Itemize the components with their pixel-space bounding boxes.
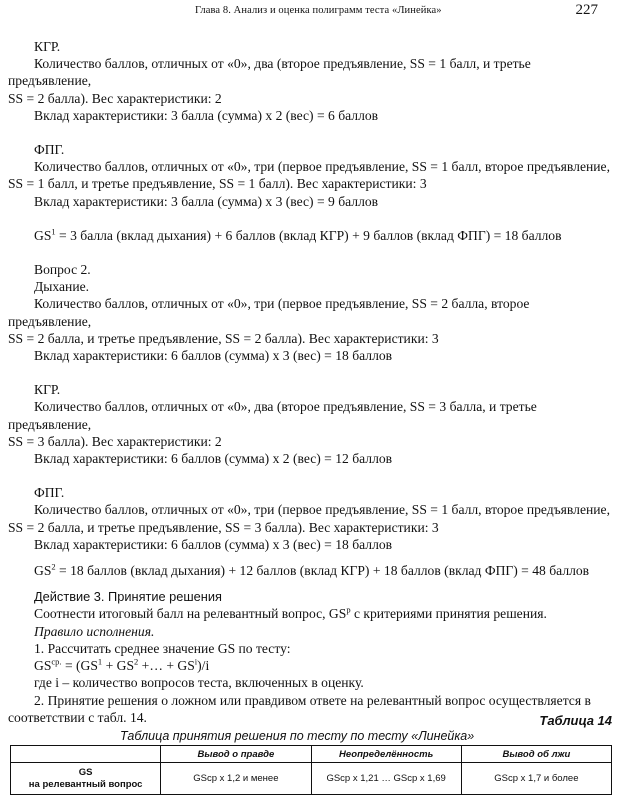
kgr1-contrib: Вклад характеристики: 3 балла (сумма) х 2 (вес) = 6 баллов <box>34 107 379 123</box>
rule-title: Правило исполнения. <box>34 623 155 639</box>
average-formula: $GS^{ср.} = (GS^1 + GS^2$ +… + $GS^i)/i$ <box>34 656 210 674</box>
row-label-line1: GS <box>78 766 93 778</box>
fpg2-line2: SS = 2 балла, и третье предъявление, SS = 3 балла). Вес характеристики: 3 <box>8 519 439 535</box>
fpg2-contrib: Вклад характеристики: 6 баллов (сумма) х 3 (вес) = 18 баллов <box>34 536 393 552</box>
gs2-formula: $GS^2 = 18$ баллов (вклад дыхания) + 12 баллов (вклад КГР) + 18 баллов (вклад ФПГ) = 48 баллов <box>34 561 590 579</box>
table-header-truth: Вывод о правде <box>161 746 311 763</box>
fpg1-line2: SS = 1 балл, и третье предъявление, SS = 1 балл). Вес характеристики: 3 <box>8 176 427 192</box>
kgr2-line1: Количество баллов, отличных от «0», два (второе предъявление, SS = 3 балла, и третье предъявление, <box>8 399 537 432</box>
breath-line1: Количество баллов, отличных от «0», три (первое предъявление, SS = 2 балла, второе предъявление, <box>8 296 530 329</box>
table-label: Таблица 14 <box>539 713 612 728</box>
decision-table <box>10 745 612 795</box>
breath-contrib: Вклад характеристики: 6 баллов (сумма) х 3 (вес) = 18 баллов <box>34 348 393 364</box>
kgr1-title: КГР. <box>34 39 61 54</box>
table-cell-truth: GSср х 1,2 и менее <box>161 763 311 795</box>
table-header-lie: Вывод об лжи <box>461 746 611 763</box>
kgr1-line2: SS = 2 балла). Вес характеристики: 2 <box>8 90 222 106</box>
gs1-formula: $GS^1 = 3$ балла (вклад дыхания) + 6 баллов (вклад КГР) + 9 баллов (вклад ФПГ) = 18 баллов <box>34 226 562 243</box>
row-label-line2: на релевантный вопрос <box>28 778 143 790</box>
fpg1-title: ФПГ. <box>34 142 65 158</box>
table-header-empty <box>11 746 161 763</box>
table-row <box>11 763 612 795</box>
breath-line2: SS = 2 балла, и третье предъявление, SS = 2 балла). Вес характеристики: 3 <box>8 330 439 346</box>
step2-line1: 2. Принятие решения о ложном или правдивом ответе на релевантный вопрос осуществляется в <box>34 692 591 708</box>
kgr1-line1: Количество баллов, отличных от «0», два (второе предъявление, SS = 1 балл, и третье предъявление, <box>8 56 531 89</box>
action3-line1: Соотнести итоговый балл на релевантный вопрос, $GS^р$ с критериями принятия решения. <box>34 604 547 622</box>
question2-title: Вопрос 2. <box>34 262 91 278</box>
step2-line2: соответствии с табл. 14. <box>8 709 147 725</box>
breath-title: Дыхание. <box>34 279 90 295</box>
fpg2-line1: Количество баллов, отличных от «0», три (первое предъявление, SS = 1 балл, второе предъявление, <box>34 502 610 518</box>
fpg1-line1: Количество баллов, отличных от «0», три (первое предъявление, SS = 1 балл, второе предъявление, <box>34 159 610 175</box>
table-cell-lie: GSср х 1,7 и более <box>461 763 611 795</box>
fpg1-contrib: Вклад характеристики: 3 балла (сумма) х 3 (вес) = 9 баллов <box>34 193 379 209</box>
table-cell-uncertain: GSср х 1,21 … GSср х 1,69 <box>311 763 461 795</box>
kgr2-line2: SS = 3 балла). Вес характеристики: 2 <box>8 433 222 449</box>
table-row-label <box>11 763 161 795</box>
page-number: 227 <box>575 2 598 18</box>
body-text <box>8 38 612 726</box>
action3-title: Действие 3. Принятие решения <box>34 589 222 605</box>
table-header-row <box>11 746 612 763</box>
fpg2-title: ФПГ. <box>34 485 65 501</box>
kgr2-contrib: Вклад характеристики: 6 баллов (сумма) х 2 (вес) = 12 баллов <box>34 451 393 467</box>
where-i: где i – количество вопросов теста, включенных в оценку. <box>34 675 364 691</box>
running-header: Глава 8. Анализ и оценка полиграмм теста «Линейка» <box>195 5 442 16</box>
table-header-uncertain: Неопределённость <box>311 746 461 763</box>
step1: 1. Рассчитать среднее значение GS по тесту: <box>34 640 291 656</box>
kgr2-title: КГР. <box>34 382 61 398</box>
table-title: Таблица принятия решения по тесту по тесту «Линейка» <box>120 729 475 743</box>
